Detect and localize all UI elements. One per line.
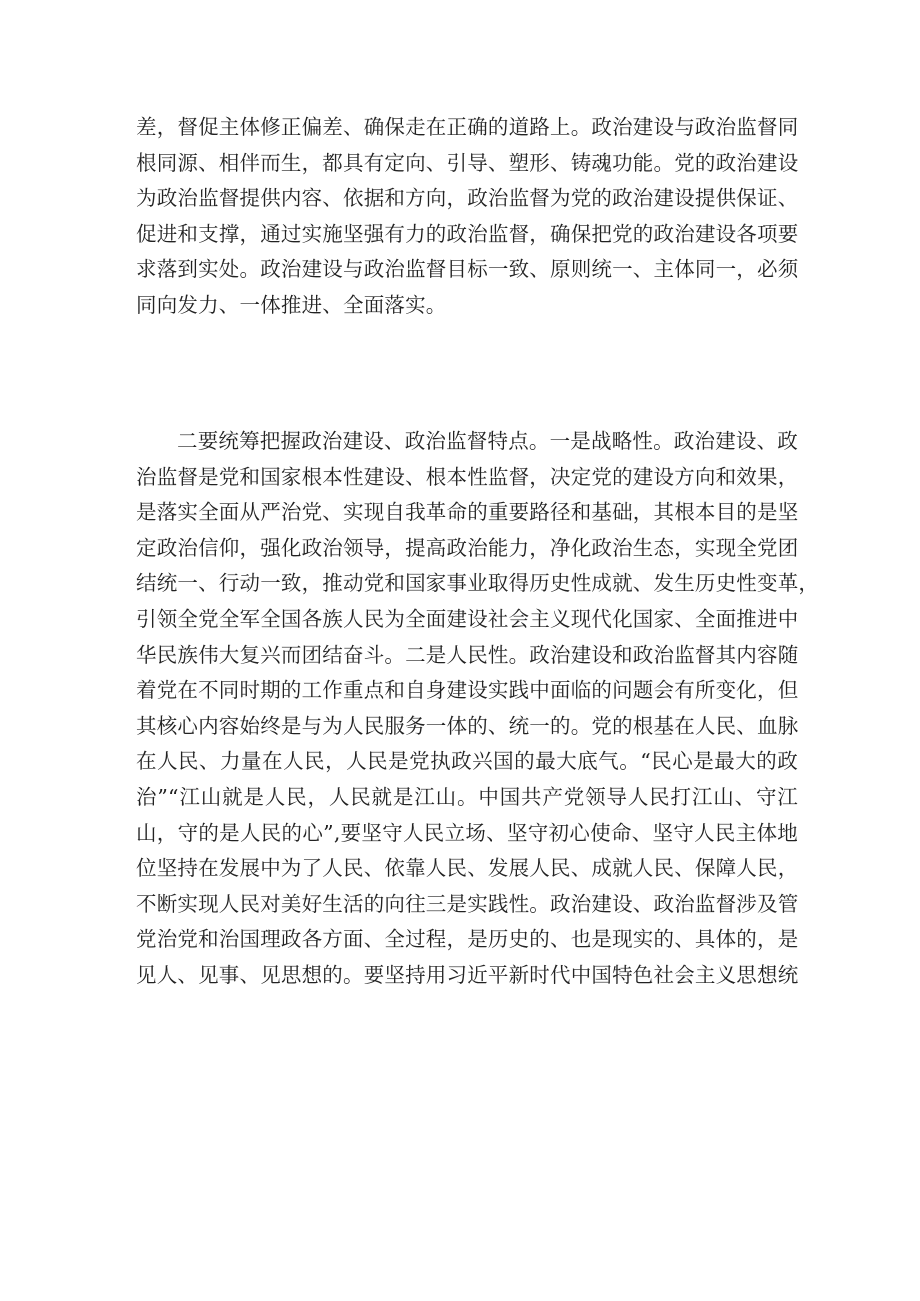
paragraph-1 [136, 110, 798, 324]
text-line: 治监督是党和国家根本性建设、根本性监督，决定党的建设方向和效果， [136, 464, 799, 489]
text-line: 不断实现人民对美好生活的向往三是实践性。政治建设、政治监督涉及管 [136, 891, 799, 916]
text-line: 山，守的是人民的心”,要坚守人民立场、坚守初心使命、坚守人民主体地 [136, 820, 798, 845]
text-line: 是落实全面从严治党、实现自我革命的重要路径和基础，其根本目的是坚 [136, 500, 799, 525]
text-line: 在人民、力量在人民，人民是党执政兴国的最大底气。“民心是最大的政 [136, 749, 798, 774]
text-line: 着党在不同时期的工作重点和自身建设实践中面临的问题会有所变化，但 [136, 678, 799, 703]
text-line: 引领全党全军全国各族人民为全面建设社会主义现代化国家、全面推进中 [136, 606, 799, 631]
text-line: 华民族伟大复兴而团结奋斗。二是人民性。政治建设和政治监督其内容随 [136, 642, 799, 667]
text-line: 求落到实处。政治建设与政治监督目标一致、原则统一、主体同一，必须 [136, 257, 799, 282]
text-line: 为政治监督提供内容、依据和方向，政治监督为党的政治建设提供保证、 [136, 186, 799, 211]
text-line: 治”“江山就是人民，人民就是江山。中国共产党领导人民打江山、守江 [136, 784, 798, 809]
text-line: 定政治信仰，强化政治领导，提高政治能力，净化政治生态，实现全党团 [136, 535, 799, 560]
paragraph-2 [136, 424, 820, 994]
text-line: 位坚持在发展中为了人民、依靠人民、发展人民、成就人民、保障人民， [136, 856, 799, 881]
text-line: 差，督促主体修正偏差、确保走在正确的道路上。政治建设与政治监督同 [136, 115, 799, 139]
text-line: 结统一、行动一致，推动党和国家事业取得历史性成就、发生历史性变革， [136, 571, 820, 596]
text-line: 根同源、相伴而生，都具有定向、引导、塑形、铸魂功能。党的政治建设 [136, 150, 799, 175]
text-line: 促进和支撑，通过实施坚强有力的政治监督，确保把党的政治建设各项要 [136, 221, 799, 246]
text-line: 见人、见事、见思想的。要坚持用习近平新时代中国特色社会主义思想统 [136, 962, 799, 987]
text-line: 同向发力、一体推进、全面落实。 [136, 292, 447, 317]
text-line: 二要统筹把握政治建设、政治监督特点。一是战略性。政治建设、政 [177, 429, 798, 453]
text-line: 其核心内容始终是与为人民服务一体的、统一的。党的根基在人民、血脉 [136, 713, 799, 738]
text-line: 党治党和治国理政各方面、全过程，是历史的、也是现实的、具体的，是 [136, 927, 799, 952]
